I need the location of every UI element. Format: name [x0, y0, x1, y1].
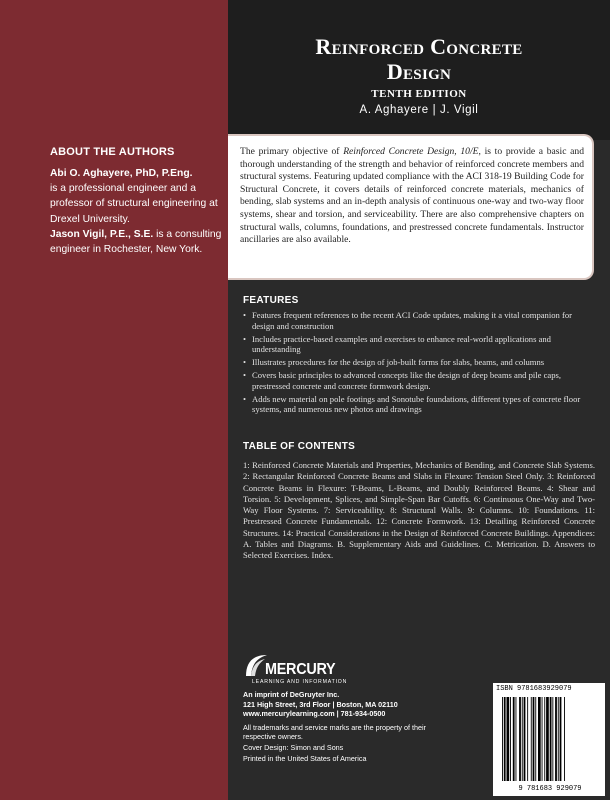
logo-wordmark: MERCURY [265, 661, 336, 678]
ean-digits: 9 781683 929079 [518, 785, 582, 793]
trademark-note: All trademarks and service marks are the property of their respective owners. [243, 722, 426, 741]
barcode-icon [498, 697, 602, 793]
publisher-block [243, 648, 443, 764]
barcode-bar [533, 697, 535, 781]
barcode-bar [560, 697, 562, 781]
summary-text [240, 146, 584, 247]
isbn-label: ISBN 9781683929079 [496, 685, 572, 693]
printed-in-note: Printed in the United States of America [243, 754, 367, 764]
title-block [228, 34, 610, 116]
feature-item: • Features frequent references to the recent ACI Code updates, making it a vital companion for design and construction [243, 310, 595, 332]
barcode-bar [538, 697, 541, 781]
book-title [228, 34, 610, 84]
about-the-authors [50, 146, 222, 257]
publisher-address [243, 690, 443, 719]
address-line: 121 High Street, 3rd Floor | Boston, MA 02110 [243, 699, 398, 709]
web-phone-line: www.mercurylearning.com | 781-934-0500 [243, 709, 386, 719]
features-heading: FEATURES [243, 295, 299, 306]
author1-bio: is a professional engineer and a professor of structural engineering at Drexel University. [50, 183, 218, 225]
maroon-side-band [0, 0, 228, 800]
summary-prefix: The primary objective of [240, 146, 344, 157]
barcode-bar [544, 697, 545, 781]
imprint-line: An imprint of DeGruyter Inc. [243, 690, 340, 699]
summary-book-ref: Reinforced Concrete Design, 10/E [343, 146, 479, 157]
author2-bio: is a consulting engineer in Rochester, New York. [50, 228, 222, 256]
about-body [50, 166, 222, 257]
feature-item: • Covers basic principles to advanced concepts like the design of deep beams and pile caps, prestressed concrete and concrete formwork design. [243, 370, 595, 392]
barcode-bar [519, 697, 521, 781]
barcode-bar [531, 697, 532, 781]
barcode-bar [535, 697, 536, 781]
barcode-bar [510, 697, 511, 781]
mercury-logo [243, 648, 443, 678]
about-heading: ABOUT THE AUTHORS [50, 146, 175, 158]
barcode-bar [502, 697, 503, 781]
barcode-bar [504, 697, 506, 781]
barcode-bar [552, 697, 553, 781]
barcode-bar [550, 697, 552, 781]
book-title-line2: Design [386, 59, 452, 84]
barcode-bar [507, 697, 510, 781]
authors-line: A. Aghayere | J. Vigil [359, 104, 479, 116]
features-list [243, 310, 595, 417]
book-title-line1: Reinforced Concrete [315, 34, 523, 59]
barcode-bar [555, 697, 557, 781]
barcode-bar [516, 697, 517, 781]
edition-label: TENTH EDITION [371, 88, 467, 100]
feature-item: • Illustrates procedures for the design of job-built forms for slabs, beams, and columns [243, 357, 595, 368]
barcode-bar [542, 697, 543, 781]
logo-tagline: LEARNING AND INFORMATION [252, 679, 348, 685]
feature-item: • Includes practice-based examples and exercises to enhance real-world applications and understanding [243, 334, 595, 356]
barcode-bar [558, 697, 559, 781]
barcode-bar [513, 697, 515, 781]
cover-design-credit: Cover Design: Simon and Sons [243, 743, 344, 753]
barcode-bar [522, 697, 523, 781]
toc-heading: TABLE OF CONTENTS [243, 441, 356, 452]
author2-name: Jason Vigil, P.E., S.E. [50, 228, 154, 240]
feature-item: • Adds new material on pole footings and Sonotube foundations, different types of concrete floor systems, and numerous new photos and drawings [243, 394, 595, 416]
toc-text: 1: Reinforced Concrete Materials and Properties, Mechanics of Bending, and Concrete Slab Systems. 2: Rectangular Reinforced Concrete Beams and Slabs in Flexure: Tension Steel Only. 3: Reinforced Concrete Beams in Flexure: T-Beams, L-Beams, and Doubly Reinforced Beams. 4: Shear and Torsion. 5: Development, Splices, and Simple-Span Bar Cutoffs. 6: Continuous One-Way and Two-Way Floor Systems. 7: Serviceability. 8: Structural Walls. 9: Columns. 10: Foundations. 11: Prestressed Concrete Fundamentals. 12: Concrete Formwork. 13: Detailing Reinforced Concrete Structures. 14: Practical Considerations in the Design of Reinforced Concrete Buildings. Appendices: A. Tables and Diagrams. B. Supplementary Aids and Guidelines. C. Metrication. D. Answers to Selected Exercises. Index. [243, 460, 595, 561]
barcode-bar [546, 697, 549, 781]
barcode-bar [564, 697, 565, 781]
summary-box [228, 134, 594, 280]
barcode-bar [524, 697, 526, 781]
barcode-bar [527, 697, 528, 781]
summary-body: , is to provide a basic and thorough understanding of the strength and behavior of reinforced concrete members and structural systems. Featuring updated compliance with the ACI 318-19 Building Code for Structural Concrete, it covers details of reinforced concrete materials, mechanics of bending, slab systems and an in-depth analysis of continuous one-way and two-way floor systems, shear and torsion, and serviceability. There are also comprehensive chapters on structural walls, columns, foundations, and prestressed concrete fundamentals. Instructor ancillaries are also available. [240, 146, 585, 246]
author1-name: Abi O. Aghayere, PhD, P.Eng. [50, 168, 193, 179]
